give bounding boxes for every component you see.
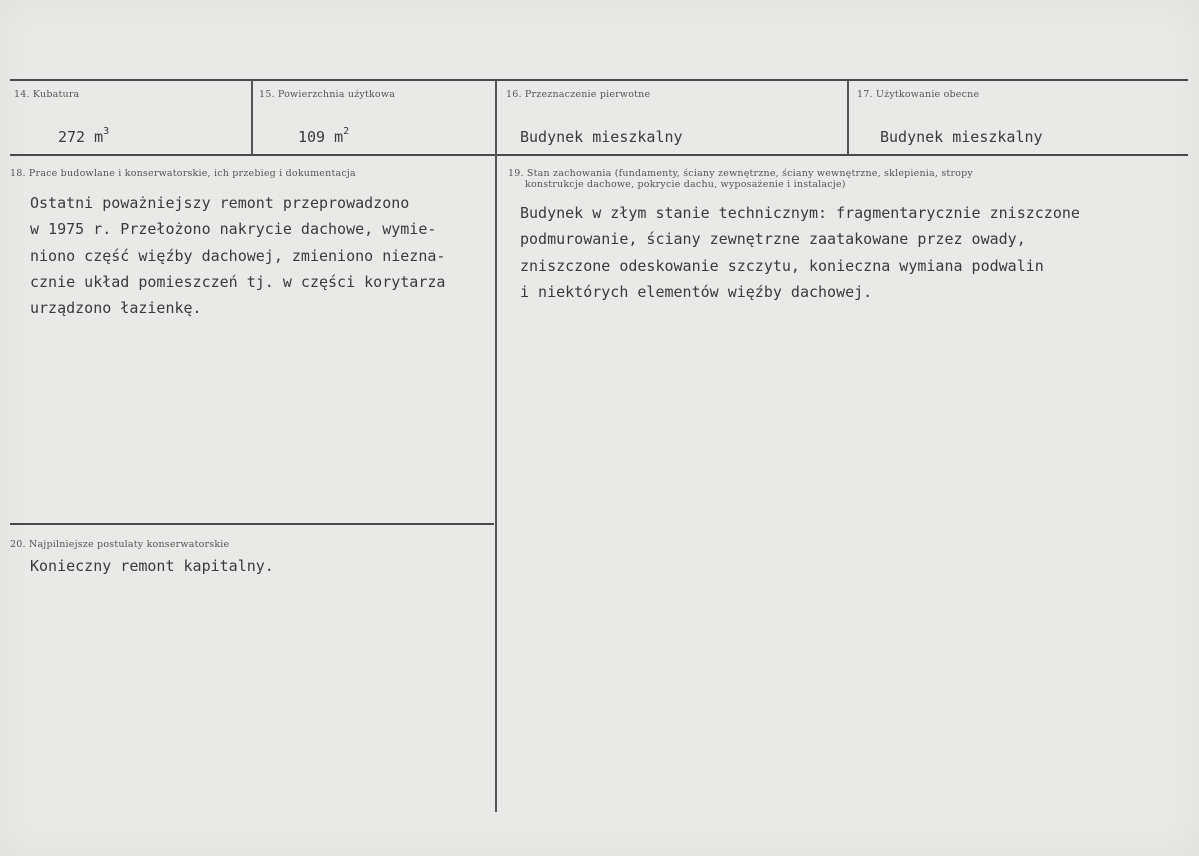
col-divider-14-15 bbox=[251, 80, 253, 155]
top-rule bbox=[10, 79, 1188, 81]
field-15-label: 15. Powierzchnia użytkowa bbox=[259, 89, 396, 100]
field-20-label: 20. Najpilniejsze postulaty konserwatorskie bbox=[10, 539, 230, 550]
field-19-text: Budynek w złym stanie technicznym: fragmentarycznie zniszczone podmurowanie, ściany zewnętrzne zaatakowane przez owady, zniszczone odeskowanie szczytu, konieczna wymiana podwalin i niektórych elementów więźby dachowej. bbox=[520, 204, 1080, 301]
section-18-20-divider bbox=[10, 523, 494, 525]
col-divider-16-17 bbox=[847, 80, 849, 155]
field-14-exponent: 3 bbox=[103, 126, 110, 137]
field-20-text: Konieczny remont kapitalny. bbox=[30, 557, 274, 575]
col-divider-main bbox=[495, 80, 497, 812]
field-15-number: 109 m bbox=[298, 128, 344, 146]
field-18-label: 18. Prace budowlane i konserwatorskie, ich przebieg i dokumentacja bbox=[10, 168, 356, 179]
field-15-exponent: 2 bbox=[343, 126, 350, 137]
field-16-label: 16. Przeznaczenie pierwotne bbox=[506, 89, 651, 100]
field-14-label: 14. Kubatura bbox=[14, 89, 80, 100]
field-17-value: Budynek mieszkalny bbox=[880, 128, 1043, 146]
field-19-label-line2: konstrukcje dachowe, pokrycie dachu, wyposażenie i instalacje) bbox=[525, 179, 846, 190]
field-17-label: 17. Użytkowanie obecne bbox=[857, 89, 980, 100]
field-19-label-line1: 19. Stan zachowania (fundamenty, ściany zewnętrzne, ściany wewnętrzne, sklepienia, stropy bbox=[508, 168, 973, 179]
field-18-text: Ostatni poważniejszy remont przeprowadzono w 1975 r. Przełożono nakrycie dachowe, wymie- niono część więźby dachowej, zmieniono niezna- cznie układ pomieszczeń tj. w części korytarza urządzono łazienkę. bbox=[30, 194, 446, 318]
field-16-value: Budynek mieszkalny bbox=[520, 128, 683, 146]
field-14-number: 272 m bbox=[58, 128, 104, 146]
field-14-value bbox=[58, 128, 109, 146]
field-15-value bbox=[298, 128, 349, 146]
row-divider bbox=[10, 154, 1188, 156]
field-19-label bbox=[508, 168, 1108, 190]
